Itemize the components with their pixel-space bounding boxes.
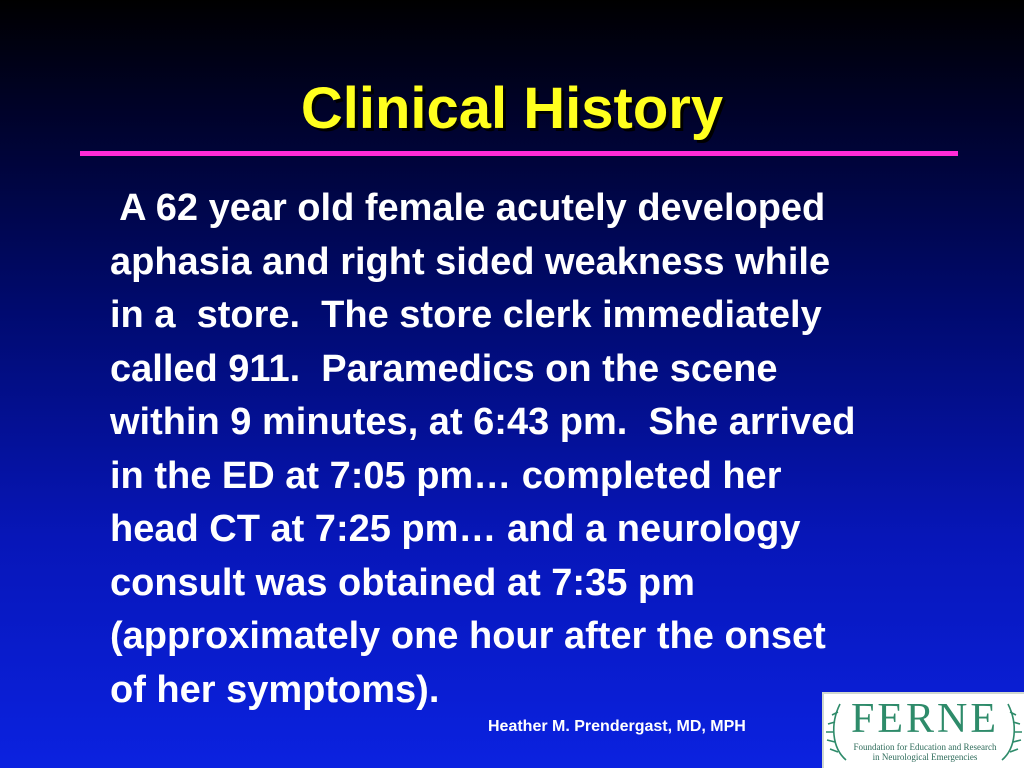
title-underline bbox=[80, 151, 958, 156]
clinical-history-text bbox=[110, 182, 1010, 717]
body-line-2: aphasia and right sided weakness while bbox=[110, 240, 831, 283]
body-line-8: consult was obtained at 7:35 pm bbox=[110, 561, 695, 604]
logo-caption-line-1: Foundation for Education and Research bbox=[853, 742, 997, 752]
body-line-7: head CT at 7:25 pm… and a neurology bbox=[110, 508, 801, 550]
slide-title: Clinical History bbox=[300, 76, 724, 141]
body-line-9: (approximately one hour after the onset bbox=[110, 615, 826, 657]
author-credit: Heather M. Prendergast, MD, MPH bbox=[488, 718, 746, 735]
logo-caption bbox=[850, 742, 1000, 762]
body-line-6: in the ED at 7:05 pm… completed her bbox=[110, 454, 782, 497]
body-line-10: of her symptoms). bbox=[110, 668, 440, 711]
logo-caption-line-2: in Neurological Emergencies bbox=[872, 752, 978, 762]
logo-letters: FERNE bbox=[850, 696, 999, 742]
ferne-logo bbox=[822, 692, 1024, 768]
body-line-1: A 62 year old female acutely developed bbox=[110, 187, 826, 229]
body-line-4: called 911. Paramedics on the scene bbox=[110, 347, 778, 390]
body-line-3: in a store. The store clerk immediately bbox=[110, 294, 822, 336]
body-line-5: within 9 minutes, at 6:43 pm. She arrived bbox=[110, 401, 856, 443]
